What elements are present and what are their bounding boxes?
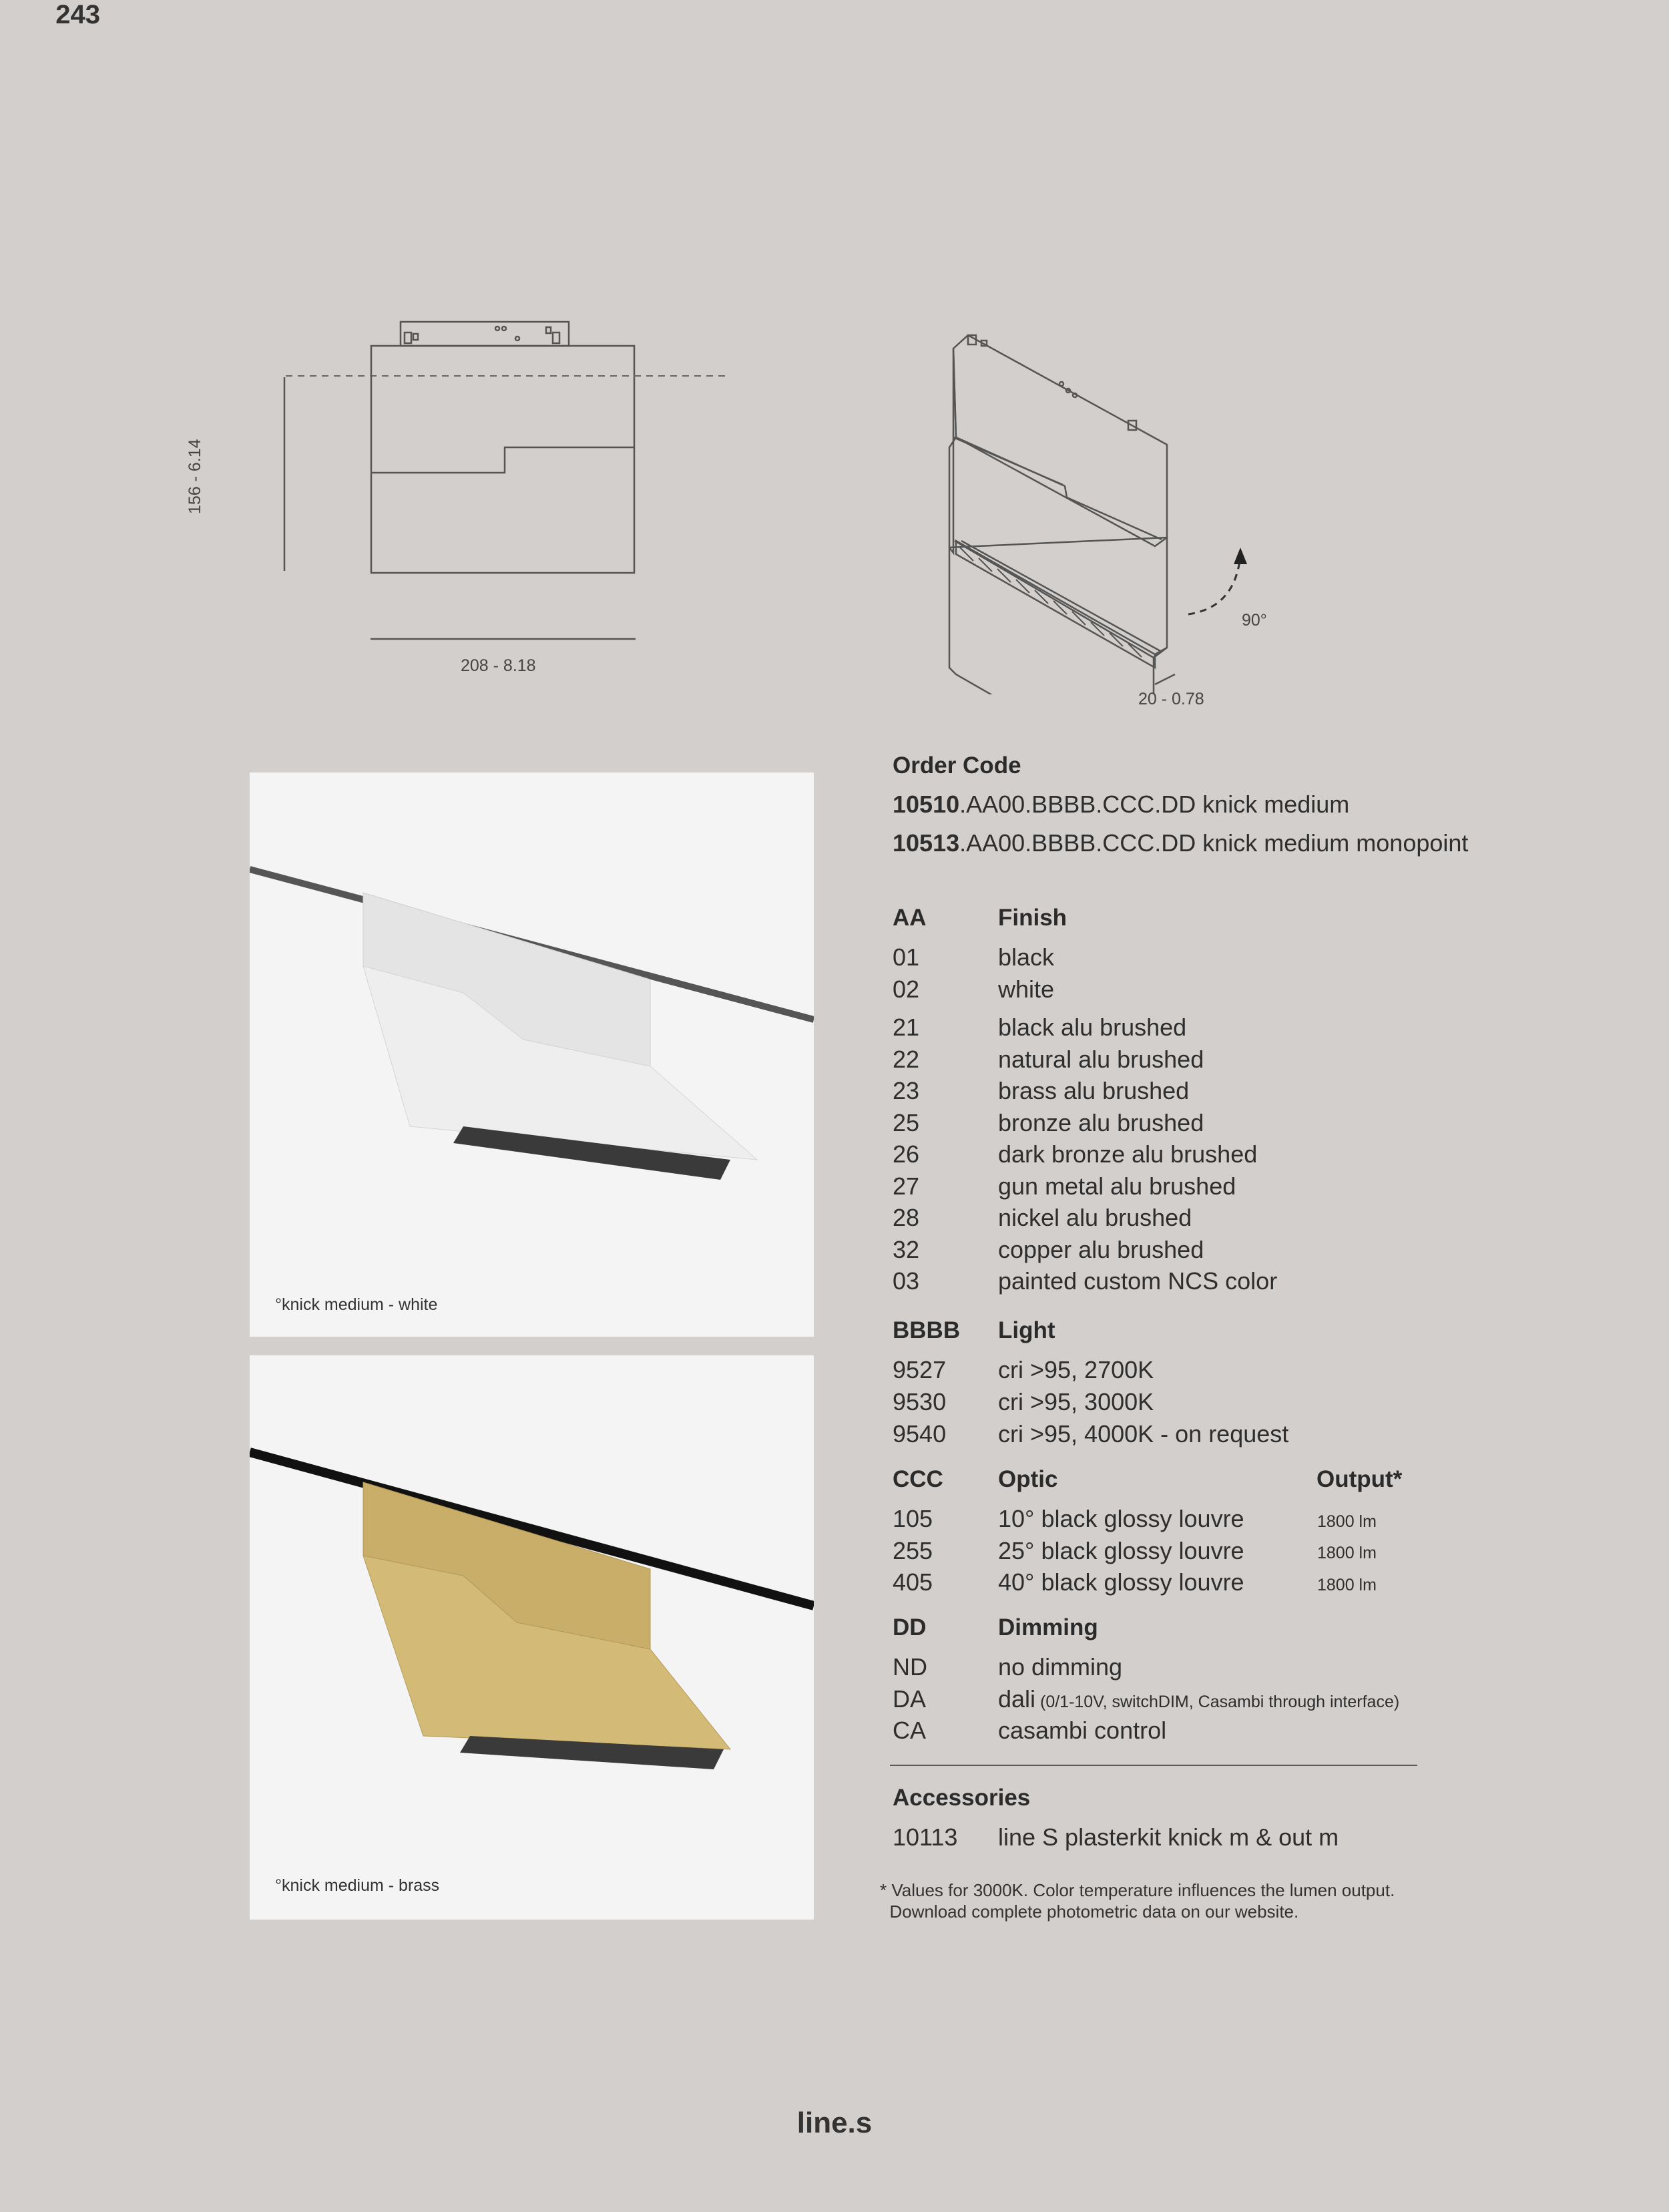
accessory-label: line S plasterkit knick m & out m: [998, 1823, 1339, 1851]
light-label: cri >95, 3000K: [998, 1388, 1154, 1415]
product-photo-white: [250, 772, 814, 1337]
finish-header: Finish: [998, 905, 1067, 931]
front-view-drawing: [200, 314, 748, 688]
light-label: cri >95, 2700K: [998, 1356, 1154, 1383]
finish-code: 32: [893, 1236, 920, 1263]
finish-label: brass alu brushed: [998, 1077, 1190, 1104]
photo-caption-brass: °knick medium - brass: [275, 1876, 440, 1895]
order-code-rest: .AA00.BBBB.CCC.DD knick medium: [959, 791, 1350, 818]
dimming-code: ND: [893, 1653, 927, 1681]
accessories-title: Accessories: [893, 1785, 1031, 1811]
luminaire-white-illustration: [250, 772, 814, 1337]
finish-code: 26: [893, 1140, 920, 1168]
isometric-view-drawing: [921, 320, 1282, 694]
dimming-label-main: dali: [998, 1685, 1036, 1713]
light-label: cri >95, 4000K - on request: [998, 1420, 1289, 1448]
order-code-line: [893, 829, 1468, 857]
photo-caption-white: °knick medium - white: [275, 1295, 438, 1314]
order-code-title: Order Code: [893, 752, 1021, 779]
finish-code: 27: [893, 1172, 920, 1200]
finish-code: 03: [893, 1267, 920, 1295]
finish-code: 21: [893, 1014, 920, 1041]
dimming-label: [998, 1685, 1399, 1713]
dimming-code: DA: [893, 1685, 927, 1713]
finish-code-header: AA: [893, 905, 927, 931]
output-header: Output*: [1317, 1466, 1403, 1492]
light-code: 9530: [893, 1388, 947, 1415]
finish-code: 23: [893, 1077, 920, 1104]
light-code: 9527: [893, 1356, 947, 1383]
optic-output: 1800 lm: [1317, 1544, 1377, 1562]
accessory-code: 10113: [893, 1823, 958, 1851]
optic-header: Optic: [998, 1466, 1058, 1492]
optic-label: 25° black glossy louvre: [998, 1537, 1244, 1564]
dimming-label: no dimming: [998, 1653, 1123, 1681]
optic-code: 105: [893, 1505, 933, 1532]
optic-label: 40° black glossy louvre: [998, 1568, 1244, 1596]
finish-code: 01: [893, 943, 920, 971]
finish-label: gun metal alu brushed: [998, 1172, 1236, 1200]
light-code-header: BBBB: [893, 1317, 961, 1343]
optic-output: 1800 lm: [1317, 1576, 1377, 1594]
dimming-header: Dimming: [998, 1614, 1098, 1640]
optic-code-header: CCC: [893, 1466, 943, 1492]
footer-brand: line.s: [796, 2107, 873, 2139]
order-code-number: 10513: [893, 829, 960, 857]
optic-code: 255: [893, 1537, 933, 1564]
dimming-code: CA: [893, 1717, 927, 1744]
finish-label: white: [998, 975, 1055, 1003]
luminaire-brass-illustration: [250, 1355, 814, 1920]
light-header: Light: [998, 1317, 1055, 1343]
optic-output: 1800 lm: [1317, 1512, 1377, 1531]
finish-label: natural alu brushed: [998, 1046, 1204, 1073]
finish-label: black: [998, 943, 1055, 971]
finish-label: copper alu brushed: [998, 1236, 1204, 1263]
finish-code: 22: [893, 1046, 920, 1073]
footnote: * Values for 3000K. Color temperature influences the lumen output. Download complete photometric data on our website.: [880, 1880, 1395, 1922]
height-dimension: 156 - 6.14: [186, 439, 204, 514]
finish-code: 02: [893, 975, 920, 1003]
finish-label: black alu brushed: [998, 1014, 1187, 1041]
section-divider: [890, 1765, 1417, 1766]
depth-dimension: 20 - 0.78: [1138, 690, 1204, 708]
finish-label: painted custom NCS color: [998, 1267, 1278, 1295]
finish-label: bronze alu brushed: [998, 1109, 1204, 1136]
light-code: 9540: [893, 1420, 947, 1448]
product-photo-brass: [250, 1355, 814, 1920]
width-dimension: 208 - 8.18: [461, 656, 536, 675]
order-code-rest: .AA00.BBBB.CCC.DD knick medium monopoint: [959, 829, 1469, 857]
optic-code: 405: [893, 1568, 933, 1596]
finish-code: 25: [893, 1109, 920, 1136]
dimming-code-header: DD: [893, 1614, 927, 1640]
page-number: 243: [55, 0, 100, 29]
order-code-number: 10510: [893, 791, 960, 818]
finish-code: 28: [893, 1204, 920, 1231]
finish-label: dark bronze alu brushed: [998, 1140, 1258, 1168]
finish-label: nickel alu brushed: [998, 1204, 1192, 1231]
optic-label: 10° black glossy louvre: [998, 1505, 1244, 1532]
rotation-label: 90°: [1242, 611, 1267, 630]
dimming-label-note: (0/1-10V, switchDIM, Casambi through interface): [1035, 1693, 1400, 1711]
order-code-line: [893, 791, 1349, 819]
dimming-label: casambi control: [998, 1717, 1167, 1744]
